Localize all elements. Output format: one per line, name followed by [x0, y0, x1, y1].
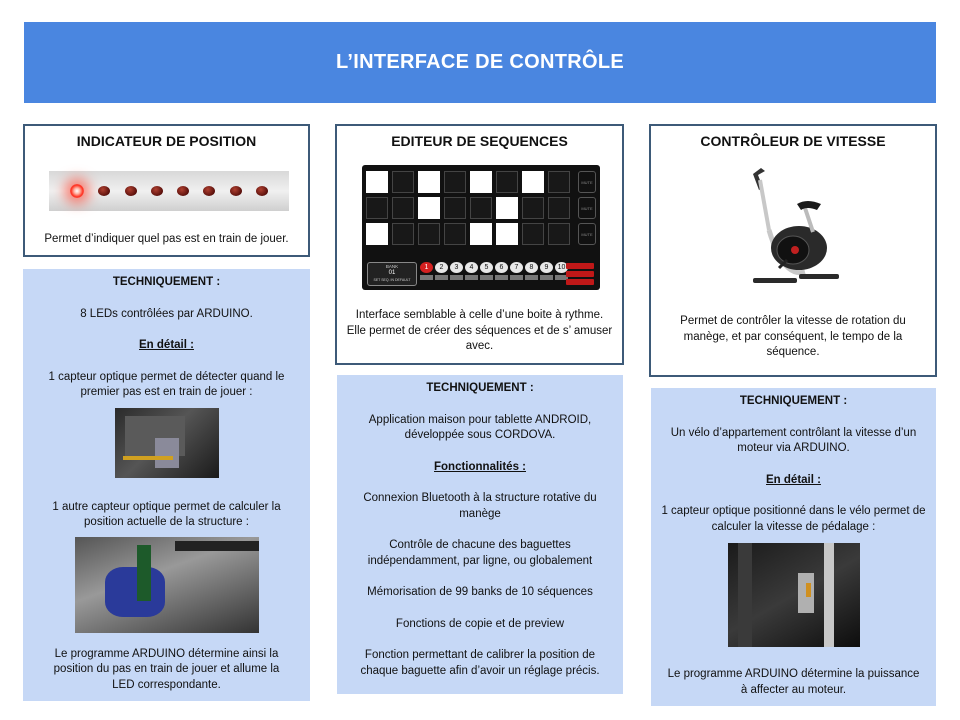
step-cell	[418, 197, 440, 219]
step-cell	[496, 197, 518, 219]
step-cell	[444, 223, 466, 245]
sequencer-tech-panel	[337, 375, 623, 694]
sequencer-tech-title: TECHNIQUEMENT :	[426, 382, 534, 394]
speed-tech-panel	[651, 388, 936, 706]
bank-label: BANK	[385, 264, 399, 269]
feature-3: Mémorisation de 99 banks de 10 séquences	[367, 586, 593, 598]
mute-button-row3: MUTE	[578, 223, 596, 245]
red-control-3	[566, 279, 594, 285]
step-cell	[444, 197, 466, 219]
led-2	[98, 186, 110, 196]
position-card	[23, 124, 310, 257]
position-tech-panel	[23, 269, 310, 701]
step-cell	[496, 171, 518, 193]
bank-sub: SET SEQ. IN DEFAULT	[373, 278, 411, 282]
position-tech-p2: 1 autre capteur optique permet de calculer la position actuelle de la structure :	[52, 500, 281, 528]
sequence-numbers	[420, 262, 568, 273]
position-tech-p1: 1 capteur optique permet de détecter quand le premier pas est en train de jouer :	[48, 370, 285, 398]
title-banner	[24, 22, 936, 103]
led-7	[230, 186, 242, 196]
led-6	[203, 186, 215, 196]
position-detail-heading: En détail :	[139, 339, 194, 351]
feature-1: Connexion Bluetooth à la structure rotative du manège	[363, 492, 597, 520]
speed-detail-heading: En détail :	[766, 473, 821, 486]
position-caption: Permet d’indiquer quel pas est en train de jouer.	[44, 233, 289, 245]
step-cell	[548, 197, 570, 219]
speed-tech-p1: 1 capteur optique positionné dans le vélo permet de calculer la vitesse de pédalage :	[661, 505, 926, 533]
position-tech-intro: 8 LEDs contrôlées par ARDUINO.	[80, 307, 253, 320]
sequence-number-2: 2	[435, 262, 448, 273]
led-4	[151, 186, 163, 196]
step-cell	[366, 197, 388, 219]
sequence-number-3: 3	[450, 262, 463, 273]
led-3	[125, 186, 137, 196]
step-cell	[496, 223, 518, 245]
sequence-number-4: 4	[465, 262, 478, 273]
step-cell	[470, 171, 492, 193]
feature-2: Contrôle de chacune des baguettes indépendamment, par ligne, ou globalement	[367, 539, 593, 567]
sequence-number-1: 1	[420, 262, 433, 273]
bank-value: 01	[388, 270, 396, 276]
position-title: INDICATEUR DE POSITION	[76, 133, 257, 149]
step-cell	[548, 223, 570, 245]
sequencer-card	[335, 124, 624, 365]
step-cell	[522, 171, 544, 193]
sequence-number-10: 10	[555, 262, 568, 273]
red-control-2	[566, 271, 594, 277]
led-8	[256, 186, 268, 196]
step-cell	[522, 197, 544, 219]
step-grid	[366, 171, 570, 245]
page-title: L’INTERFACE DE CONTRÔLE	[335, 51, 625, 73]
sequence-number-5: 5	[480, 262, 493, 273]
speed-tech-title: TECHNIQUEMENT :	[739, 395, 848, 407]
sequencer-tech-intro: Application maison pour tablette ANDROID, développée sous CORDOVA.	[368, 413, 592, 441]
sequence-slots	[420, 275, 568, 280]
red-control-1	[566, 263, 594, 269]
led-strip-image	[49, 171, 289, 211]
led-1	[70, 184, 84, 198]
sensor-photo-2	[75, 537, 259, 633]
step-cell	[418, 171, 440, 193]
step-cell	[418, 223, 440, 245]
speed-tech-p2: Le programme ARDUINO détermine la puissance à affecter au moteur.	[667, 668, 920, 696]
feature-4: Fonctions de copie et de preview	[395, 617, 565, 630]
sequence-number-6: 6	[495, 262, 508, 273]
speed-caption: Permet de contrôler la vitesse de rotation du manège, et par conséquent, le tempo de la séquence.	[680, 315, 906, 358]
mute-button-row1: MUTE	[578, 171, 596, 193]
sequencer-title: EDITEUR DE SEQUENCES	[391, 133, 568, 149]
position-tech-p3: Le programme ARDUINO détermine ainsi la position du pas en train de jouer et allume la LED correspondante.	[53, 647, 280, 691]
speed-card	[649, 124, 937, 377]
step-cell	[548, 171, 570, 193]
step-cell	[392, 197, 414, 219]
mute-button-row2: MUTE	[578, 197, 596, 219]
bike-sensor-photo	[728, 543, 860, 647]
step-cell	[470, 197, 492, 219]
step-cell	[392, 223, 414, 245]
bank-display	[367, 262, 417, 286]
step-cell	[392, 171, 414, 193]
sequence-number-7: 7	[510, 262, 523, 273]
sequencer-caption: Interface semblable à celle d’une boite à rythme. Elle permet de créer des séquences et de s’ amuser avec.	[346, 309, 613, 352]
step-cell	[522, 223, 544, 245]
sensor-photo-1	[115, 408, 219, 478]
sequencer-image	[362, 165, 600, 290]
step-cell	[444, 171, 466, 193]
sequence-number-8: 8	[525, 262, 538, 273]
led-5	[177, 186, 189, 196]
step-cell	[366, 171, 388, 193]
sequence-number-9: 9	[540, 262, 553, 273]
exercise-bike-image	[743, 160, 843, 290]
speed-title: CONTRÔLEUR DE VITESSE	[700, 133, 886, 149]
position-tech-title: TECHNIQUEMENT :	[112, 276, 221, 288]
step-cell	[470, 223, 492, 245]
feature-5: Fonction permettant de calibrer la position de chaque baguette afin d’avoir un réglage précis.	[360, 649, 600, 677]
step-cell	[366, 223, 388, 245]
speed-tech-intro: Un vélo d’appartement contrôlant la vitesse d’un moteur via ARDUINO.	[670, 426, 917, 454]
features-heading: Fonctionnalités :	[434, 460, 526, 473]
